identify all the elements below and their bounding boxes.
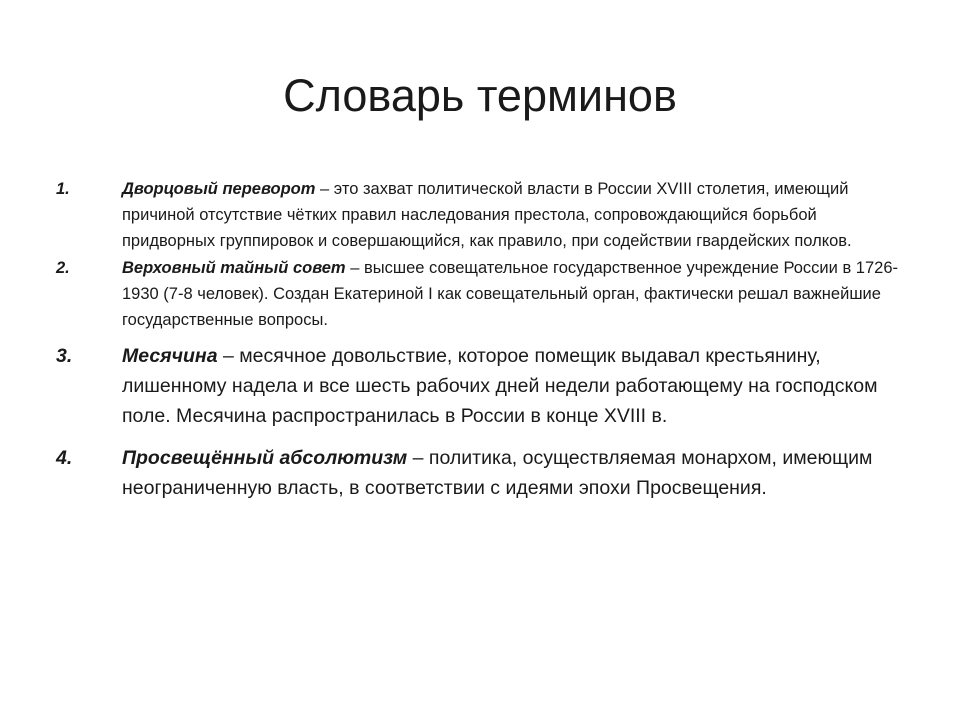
term-definition: – месячное довольствие, которое помещик выдавал крестьянину, лишенному надела и все шесть рабочих дней недели работающему на господском поле. Месячина распространилась в России в конце XVIII в.	[122, 345, 878, 427]
terms-list	[56, 176, 906, 503]
term-definition: – политика, осуществляемая монархом, имеющим неограниченную власть, в соответствии с идеями эпохи Просвещения.	[122, 447, 873, 499]
term-definition: – это захват политической власти в России XVIII столетия, имеющий причиной отсутствие чётких правил наследования престола, сопровождающийся борьбой придворных группировок и совершающийся, как правило, при содействии гвардейских полков.	[122, 180, 852, 250]
term-body	[122, 176, 906, 254]
term-body	[122, 341, 906, 431]
slide-title: Словарь терминов	[283, 70, 677, 121]
term-body	[122, 255, 906, 333]
term-name: Месячина	[122, 345, 218, 367]
term-item	[56, 341, 906, 431]
term-name: Дворцовый переворот	[122, 180, 316, 198]
term-body	[122, 443, 906, 503]
term-name: Верховный тайный совет	[122, 259, 346, 277]
term-number: 1.	[56, 180, 70, 198]
term-number: 3.	[56, 345, 73, 367]
term-definition: – высшее совещательное государственное учреждение России в 1726-1930 (7-8 человек). Создан Екатериной I как совещательный орган, фактически решал важнейшие государственные вопросы.	[122, 259, 898, 329]
term-item	[56, 176, 906, 254]
term-number: 2.	[56, 259, 70, 277]
term-item	[56, 255, 906, 333]
term-name: Просвещённый абсолютизм	[122, 447, 408, 469]
term-item	[56, 443, 906, 503]
term-number: 4.	[56, 447, 73, 469]
